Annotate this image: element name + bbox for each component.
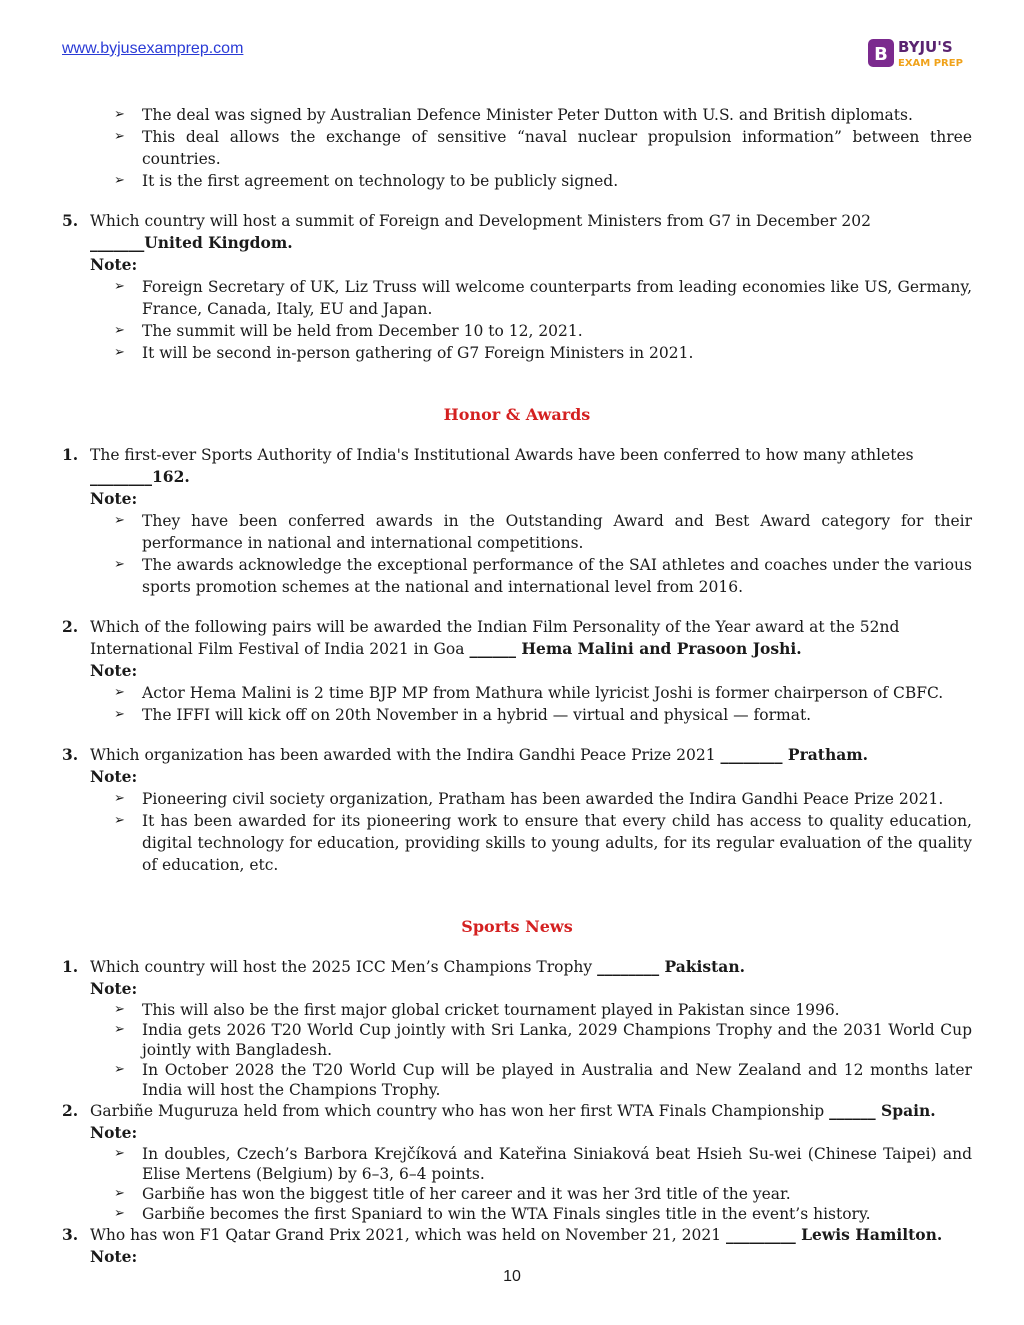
question-number: 1.	[62, 957, 79, 976]
list-item: ➢ Foreign Secretary of UK, Liz Truss will welcome counterparts from leading economies like US, Germany, France, Canada, Italy, EU and Japan.	[114, 278, 972, 318]
answer-blank: ________	[720, 745, 783, 764]
arrow-bullet-icon: ➢	[114, 107, 125, 122]
arrow-bullet-icon: ➢	[114, 557, 125, 572]
list-item: ➢ It has been awarded for its pioneering work to ensure that every child has access to quality education, digital technology for education, providing skills to young adults, for its regular evaluation of the quality of education, etc.	[114, 812, 972, 874]
list-item: ➢ The deal was signed by Australian Defence Minister Peter Dutton with U.S. and British diplomats.	[114, 106, 913, 124]
list-item: ➢ Actor Hema Malini is 2 time BJP MP from Mathura while lyricist Joshi is former chairperson of CBFC.	[114, 684, 944, 702]
question-number: 2.	[62, 617, 79, 636]
question-honor-3	[62, 744, 972, 766]
note-label: Note:	[90, 1123, 138, 1142]
question-sports-3	[62, 1224, 972, 1246]
note-bullets	[62, 276, 972, 364]
question-5	[62, 210, 972, 254]
note-label: Note:	[90, 661, 138, 680]
arrow-bullet-icon: ➢	[114, 279, 125, 294]
answer-blank: ________	[597, 957, 660, 976]
note-label: Note:	[90, 767, 138, 786]
list-item: ➢ This deal allows the exchange of sensitive “naval nuclear propulsion information” between three countries.	[114, 128, 972, 168]
answer-blank: ______	[829, 1101, 876, 1120]
answer-blank: _______	[90, 233, 145, 252]
question-number: 5.	[62, 211, 79, 230]
question-text: Which of the following pairs will be awarded the Indian Film Personality of the Year award at the 52nd International Film Festival of India 2021 in Goa	[90, 618, 900, 658]
question-text: Garbiñe Muguruza held from which country who has won her first WTA Finals Championship	[90, 1102, 830, 1120]
question-number: 3.	[62, 1225, 79, 1244]
arrow-bullet-icon: ➢	[114, 1002, 125, 1017]
answer: Pakistan.	[659, 957, 745, 976]
logo-text-top: BYJU'S	[898, 38, 953, 56]
answer-blank: _________	[726, 1225, 796, 1244]
answer-blank: ______	[469, 639, 516, 658]
note-label: Note:	[90, 255, 138, 274]
question-text: Which country will host the 2025 ICC Men’s Champions Trophy	[90, 958, 598, 976]
arrow-bullet-icon: ➢	[114, 513, 125, 528]
list-item: ➢ The IFFI will kick off on 20th November in a hybrid — virtual and physical — format.	[114, 706, 812, 724]
answer: Pratham.	[782, 745, 869, 764]
section-title-sports: Sports News	[461, 917, 573, 936]
note-bullets	[62, 1144, 972, 1224]
page-number: 10	[503, 1268, 521, 1285]
arrow-bullet-icon: ➢	[114, 791, 125, 806]
question-honor-1	[62, 444, 972, 488]
note-label: Note:	[90, 1247, 138, 1266]
list-item: ➢ In October 2028 the T20 World Cup will be played in Australia and New Zealand and 12 months later India will host the Champions Trophy.	[114, 1061, 972, 1099]
note-bullets	[62, 1000, 972, 1100]
site-link[interactable]: www.byjusexamprep.com	[62, 40, 244, 57]
list-item: ➢ They have been conferred awards in the Outstanding Award and Best Award category for their performance in national and international competitions.	[114, 512, 972, 552]
list-item: ➢ In doubles, Czech’s Barbora Krejčíková and Kateřina Siniaková beat Hsieh Su-wei (Chinese Taipei) and Elise Mertens (Belgium) by 6–3, 6–4 points.	[114, 1145, 972, 1183]
list-item: ➢ Garbiñe has won the biggest title of her career and it was her 3rd title of the year.	[114, 1185, 791, 1203]
arrow-bullet-icon: ➢	[114, 129, 125, 144]
question-text: Which organization has been awarded with the Indira Gandhi Peace Prize 2021	[90, 746, 721, 764]
list-item: ➢ India gets 2026 T20 World Cup jointly with Sri Lanka, 2029 Champions Trophy and the 2031 World Cup jointly with Bangladesh.	[114, 1021, 972, 1059]
logo-mark: B	[874, 44, 888, 65]
arrow-bullet-icon: ➢	[114, 685, 125, 700]
question-text: The first-ever Sports Authority of India's Institutional Awards have been conferred to how many athletes	[90, 446, 914, 464]
arrow-bullet-icon: ➢	[114, 1062, 125, 1077]
arrow-bullet-icon: ➢	[114, 813, 125, 828]
answer: United Kingdom.	[144, 233, 293, 252]
question-sports-1	[62, 956, 972, 978]
question-text: Which country will host a summit of Foreign and Development Ministers from G7 in December 202	[90, 212, 872, 230]
question-sports-2	[62, 1100, 972, 1122]
arrow-bullet-icon: ➢	[114, 1206, 125, 1221]
list-item: ➢ Pioneering civil society organization, Pratham has been awarded the Indira Gandhi Peace Prize 2021.	[114, 790, 944, 808]
note-bullets	[62, 788, 972, 876]
list-item: ➢ This will also be the first major global cricket tournament played in Pakistan since 1996.	[114, 1001, 840, 1019]
question-number: 1.	[62, 445, 79, 464]
logo-text-bottom: EXAM PREP	[898, 58, 963, 69]
arrow-bullet-icon: ➢	[114, 345, 125, 360]
list-item: ➢ It will be second in-person gathering of G7 Foreign Ministers in 2021.	[114, 344, 694, 362]
arrow-bullet-icon: ➢	[114, 1022, 125, 1037]
answer: Hema Malini and Prasoon Joshi.	[515, 639, 802, 658]
answer: Spain.	[875, 1101, 936, 1120]
arrow-bullet-icon: ➢	[114, 707, 125, 722]
intro-bullets	[62, 104, 972, 192]
list-item: ➢ Garbiñe becomes the first Spaniard to win the WTA Finals singles title in the event’s history.	[114, 1205, 871, 1223]
question-honor-2	[62, 616, 972, 660]
note-label: Note:	[90, 979, 138, 998]
arrow-bullet-icon: ➢	[114, 173, 125, 188]
question-text: Who has won F1 Qatar Grand Prix 2021, which was held on November 21, 2021	[90, 1226, 727, 1244]
answer: Lewis Hamilton.	[795, 1225, 943, 1244]
list-item: ➢ The awards acknowledge the exceptional performance of the SAI athletes and coaches under the various sports promotion schemes at the national and international level from 2016.	[114, 556, 972, 596]
arrow-bullet-icon: ➢	[114, 1146, 125, 1161]
note-bullets	[62, 682, 972, 726]
list-item: ➢ It is the first agreement on technology to be publicly signed.	[114, 172, 619, 190]
arrow-bullet-icon: ➢	[114, 323, 125, 338]
question-number: 2.	[62, 1101, 79, 1120]
list-item: ➢ The summit will be held from December 10 to 12, 2021.	[114, 322, 583, 340]
answer-blank: ________	[90, 467, 152, 486]
answer: 162.	[152, 467, 190, 486]
section-title-honor: Honor & Awards	[443, 405, 591, 424]
arrow-bullet-icon: ➢	[114, 1186, 125, 1201]
main-content	[62, 104, 972, 1268]
byjus-logo	[866, 36, 966, 70]
note-bullets	[62, 510, 972, 598]
note-label: Note:	[90, 489, 138, 508]
question-number: 3.	[62, 745, 79, 764]
